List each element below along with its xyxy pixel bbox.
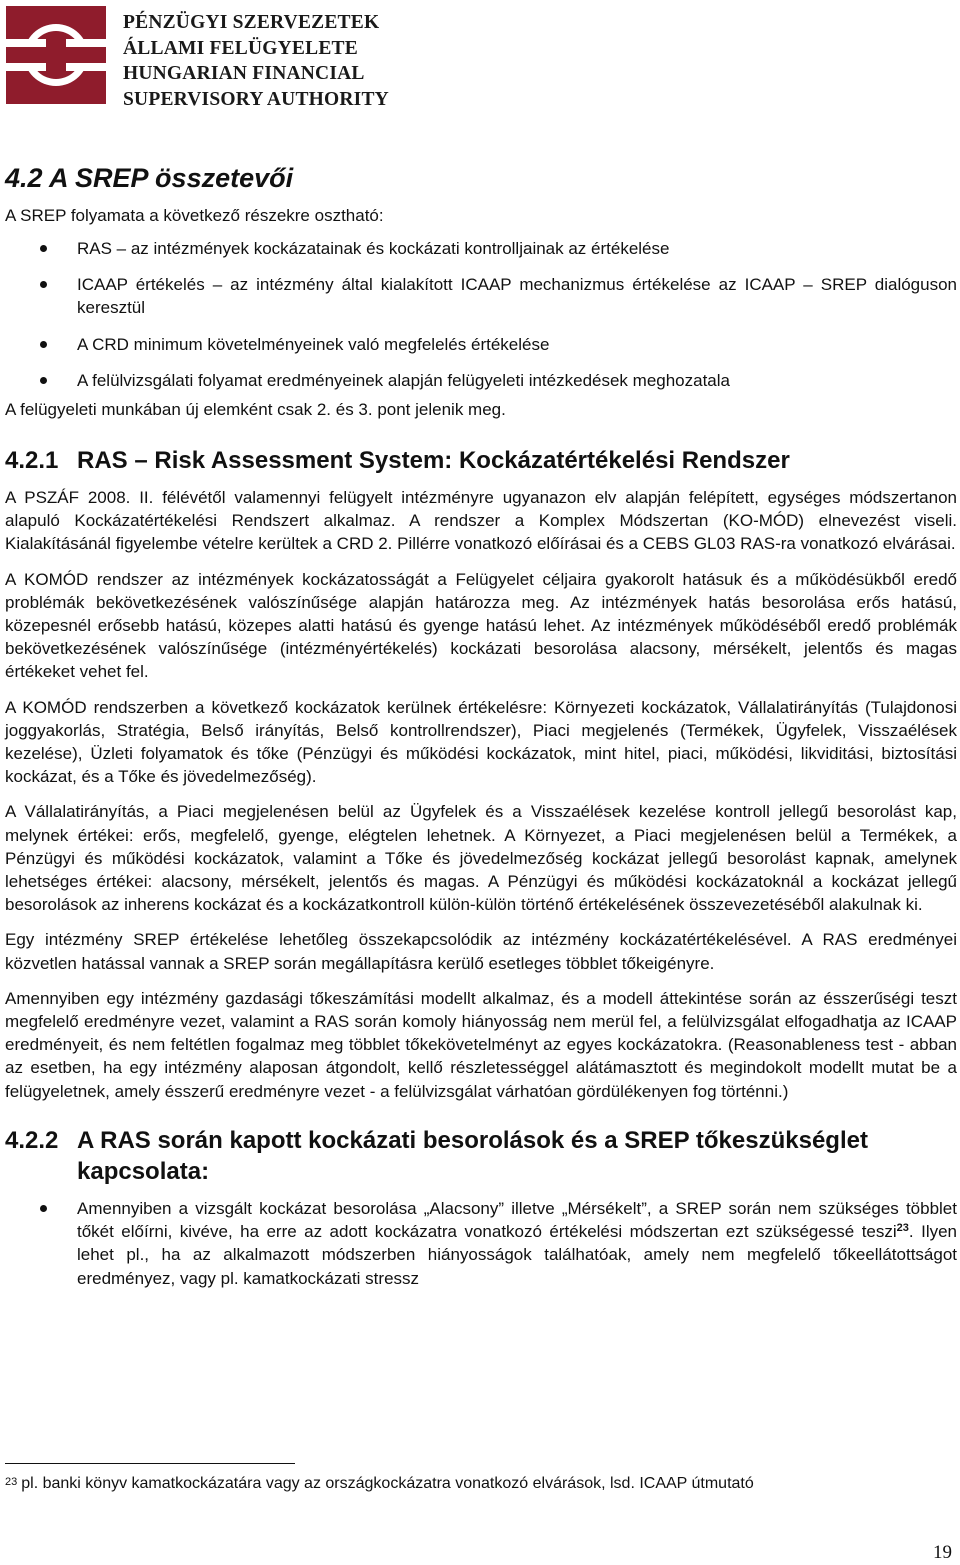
after-list-note: A felügyeleti munkában új elemként csak 2. és 3. pont jelenik meg. [5, 400, 506, 420]
subsection-title: A RAS során kapott kockázati besorolások és a SREP tőkeszükséglet kapcsolata: [77, 1126, 868, 1185]
list-item-text: A CRD minimum követelményeinek való megfelelés értékelése [77, 334, 550, 354]
list-item-text: Amennyiben a vizsgált kockázat besorolása „Alacsony” illetve „Mérsékelt”, a SREP során nem szükséges többlet tőkét előírni, kivéve, ha erre az adott kockázatra vonatkozó értékelési módszertan ezt szükségessé teszi [77, 1198, 957, 1242]
authority-name [123, 10, 389, 112]
document-body [5, 162, 957, 1303]
subsection-title: RAS – Risk Assessment System: Kockázatértékelési Rendszer [77, 447, 790, 475]
paragraph: Amennyiben egy intézmény gazdasági tőkeszámítási modellt alkalmaz, és a modell áttekintése során az ésszerűségi teszt megfelelő eredményre vezet, valamint a RAS során komoly hiányosság nem merül fel, a felülvizsgálat elfogadhatja az ICAAP eredményeit, és nem feltétlen fogalmaz meg többlet tőkekövetelményt az egyes kockázatokra. (Reasonableness test - abban az esetben, ha egy intézmény alaposan átgondolt, kellő részletességgel alátámasztott és megindokolt modellt mutat be a felügyeletnek, amely ésszerű eredményre vezet - a felülvizsgálat várhatóan gördülékenyen fog történni.) [5, 988, 957, 1101]
srep-components-list [5, 237, 957, 392]
footnote-mark: 23 [5, 1476, 18, 1488]
list-item-text: RAS – az intézmények kockázatainak és kockázati kontrolljainak az értékelése [77, 239, 670, 258]
subsection-heading-capital [5, 1125, 957, 1187]
capital-list [5, 1197, 957, 1290]
list-item [5, 273, 957, 319]
list-item [5, 1197, 957, 1290]
authority-logo-mark [6, 6, 106, 104]
list-item-text: A felülvizsgálati folyamat eredményeinek alapján felügyeleti intézkedések meghozatala [77, 370, 730, 390]
header-logo [6, 6, 389, 110]
paragraph: A KOMÓD rendszer az intézmények kockázatosságát a Felügyelet céljaira gyakorolt hatásuk és a működésükből eredő problémák bekövetkezésének valószínűsége alapján határozza meg. Az intézmények hatás besorolása erős hatású, közepesnél erősebb hatású, közepes alatti hatású és gyenge hatású lehet. Az intézmények működéséből eredő problémák bekövetkezésének valószínűsége (intézményértékelés) kockázati besorolása alacsony, mérsékelt, jelentős és magas értékeket vehet fel. [5, 569, 957, 682]
bullet-icon [40, 245, 47, 252]
paragraph: A PSZÁF 2008. II. félévétől valamennyi felügyelt intézményre ugyanazon elv alapján felépített, egységes módszertanon alapuló Kockázatértékelési Rendszert alkalmaz. A rendszer a Komplex Módszertan (KO-MÓD) elnevezést viseli. Kialakításánál figyelembe vételre kerültek a CRD 2. Pillérre vonatkozó előírásai és a CEBS GL03 RAS-ra vonatkozó elvárásai. [5, 488, 957, 554]
subsection-number: 4.2.2 [5, 1126, 59, 1154]
paragraph: Egy intézmény SREP értékelése lehetőleg összekapcsolódik az intézmény kockázatértékelésével. A RAS eredményei közvetlen hatással vannak a SREP során megállapításra kerülő esetleges többlet tőkeigényre. [5, 930, 957, 973]
section-intro: A SREP folyamata a következő részekre osztható: [5, 206, 384, 225]
subsection-heading-ras [5, 445, 957, 476]
bullet-icon [40, 377, 47, 384]
bullet-icon [40, 341, 47, 348]
paragraph: A KOMÓD rendszerben a következő kockázatok kerülnek értékelésre: Környezeti kockázatok, Vállalatirányítás (Tulajdonosi joggyakorlás, Stratégia, Belső irányítás, Belső kontrollrendszer), Piaci megjelenés (Termékek, Ügyfelek, Visszaélések kezelése), Üzleti folyamatok és tőke (Pénzügyi és működési kockázatok, mint hitel, piaci, működési, likviditási, biztosítási kockázat, és a Tőke és jövedelmezőség). [5, 697, 957, 787]
page-number: 19 [933, 1542, 952, 1563]
list-item [5, 333, 957, 356]
footnote [5, 1474, 754, 1494]
footnote-reference[interactable]: 23 [896, 1222, 909, 1235]
logo-emblem-icon [6, 6, 106, 104]
section-title: 4.2 A SREP összetevői [5, 163, 294, 193]
logo-line: ÁLLAMI FELÜGYELETE [123, 37, 358, 59]
logo-line: SUPERVISORY AUTHORITY [123, 88, 389, 110]
bullet-icon [40, 1205, 47, 1212]
logo-line: HUNGARIAN FINANCIAL [123, 63, 365, 84]
footnote-text: pl. banki könyv kamatkockázatára vagy az országkockázatra vonatkozó elvárások, lsd. ICAAP útmutató [21, 1475, 754, 1492]
subsection-number: 4.2.1 [5, 447, 59, 475]
list-item-text: ICAAP értékelés – az intézmény által kialakított ICAAP mechanizmus értékelése az ICAAP – SREP dialóguson keresztül [77, 275, 957, 318]
list-item-text-continued: . Ilyen lehet pl., ha az alkalmazott módszerben hiányosságok találhatóak, amely nem megfelelő tőkeellátottságot eredményez, vagy pl. kamatkockázati stressz [77, 1222, 957, 1288]
paragraph: A Vállalatirányítás, a Piaci megjelenésen belül az Ügyfelek és a Visszaélések kezelése kontroll jellegű besorolást kap, melynek értékei: erős, megfelelő, gyenge, elégtelen lehetnek. A Környezet, a Piaci megjelenésen belül a Termékek, a Pénzügyi és működési kockázatok, valamint a Tőke és jövedelmezőség kockázat jellegű besorolást kapnak, amelynek lehetséges értékei: alacsony, mérsékelt, jelentős és magas. A Pénzügyi és működési kockázatoknál a kockázat jellegű besorolások az inherens kockázat és a kockázatkontroll külön-külön történő értékelésének összevezetéséből alakulnak ki. [5, 802, 957, 915]
bullet-icon [40, 281, 47, 288]
logo-line: PÉNZÜGYI SZERVEZETEK [123, 12, 380, 33]
list-item [5, 237, 957, 260]
list-item [5, 369, 957, 392]
footnote-divider [5, 1463, 295, 1464]
